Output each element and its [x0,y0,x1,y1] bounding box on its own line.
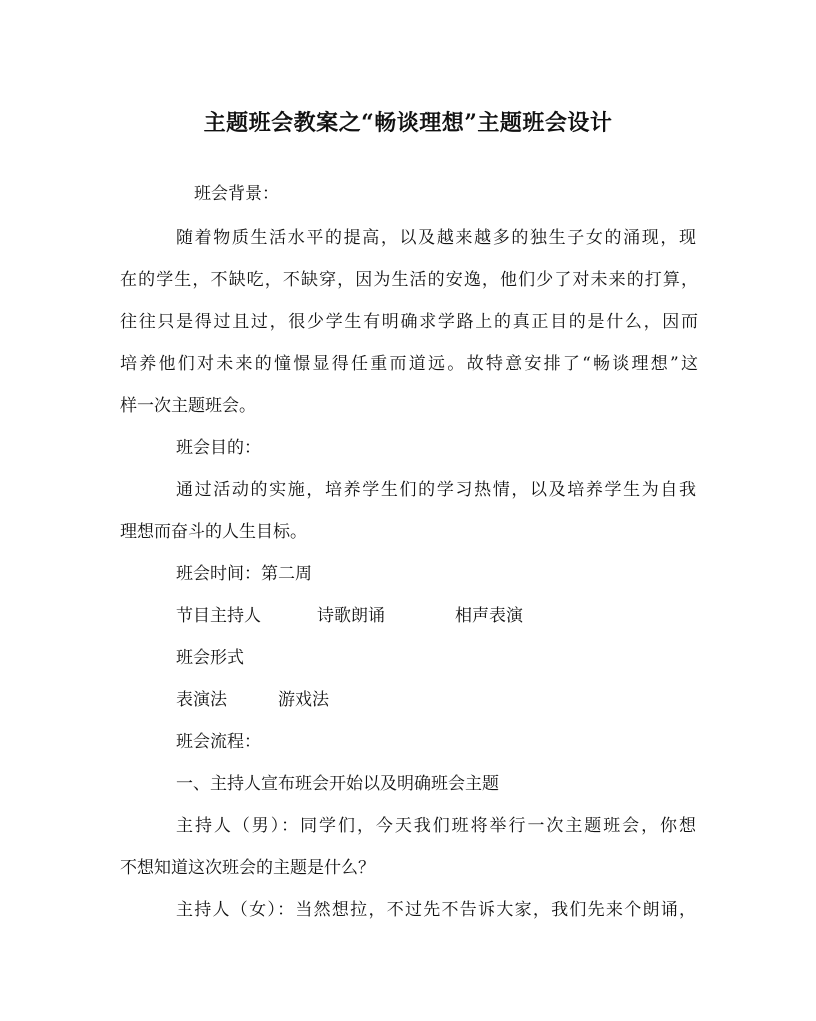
paragraph-line: 通过活动的实施，培养学生们的学习热情，以及培养学生为自我 [176,480,696,500]
dialogue-line: 不想知道这次班会的主题是什么？ [120,858,375,878]
section-heading-process: 班会流程： [176,732,261,752]
dialogue-line: 主持人（女）：当然想拉，不过先不告诉大家，我们先来个朗诵， [176,900,696,920]
program-item: 节目主持人 [176,606,261,626]
program-item: 相声表演 [455,606,523,626]
paragraph-line: 样一次主题班会。 [120,396,256,416]
section-heading-form: 班会形式 [176,648,244,668]
paragraph-line: 往往只是得过且过，很少学生有明确求学路上的真正目的是什么，因而 [120,312,698,332]
section-heading-background: 班会背景： [194,184,279,204]
paragraph-line: 随着物质生活水平的提高，以及越来越多的独生子女的涌现，现 [176,228,696,248]
document-title: 主题班会教案之“畅谈理想”主题班会设计 [203,110,613,136]
paragraph-line: 在的学生，不缺吃，不缺穿，因为生活的安逸，他们少了对未来的打算， [120,270,698,290]
paragraph-line: 理想而奋斗的人生目标。 [120,522,307,542]
paragraph-line: 培养他们对未来的憧憬显得任重而道远。故特意安排了“畅谈理想”这 [120,354,698,374]
section-heading-purpose: 班会目的： [176,438,261,458]
program-item: 诗歌朗诵 [317,606,385,626]
process-step: 一、主持人宣布班会开始以及明确班会主题 [176,774,499,794]
form-item: 游戏法 [278,690,329,710]
dialogue-line: 主持人（男）：同学们，今天我们班将举行一次主题班会，你想 [176,816,696,836]
form-item: 表演法 [176,690,227,710]
class-time-line: 班会时间：第二周 [176,564,312,584]
